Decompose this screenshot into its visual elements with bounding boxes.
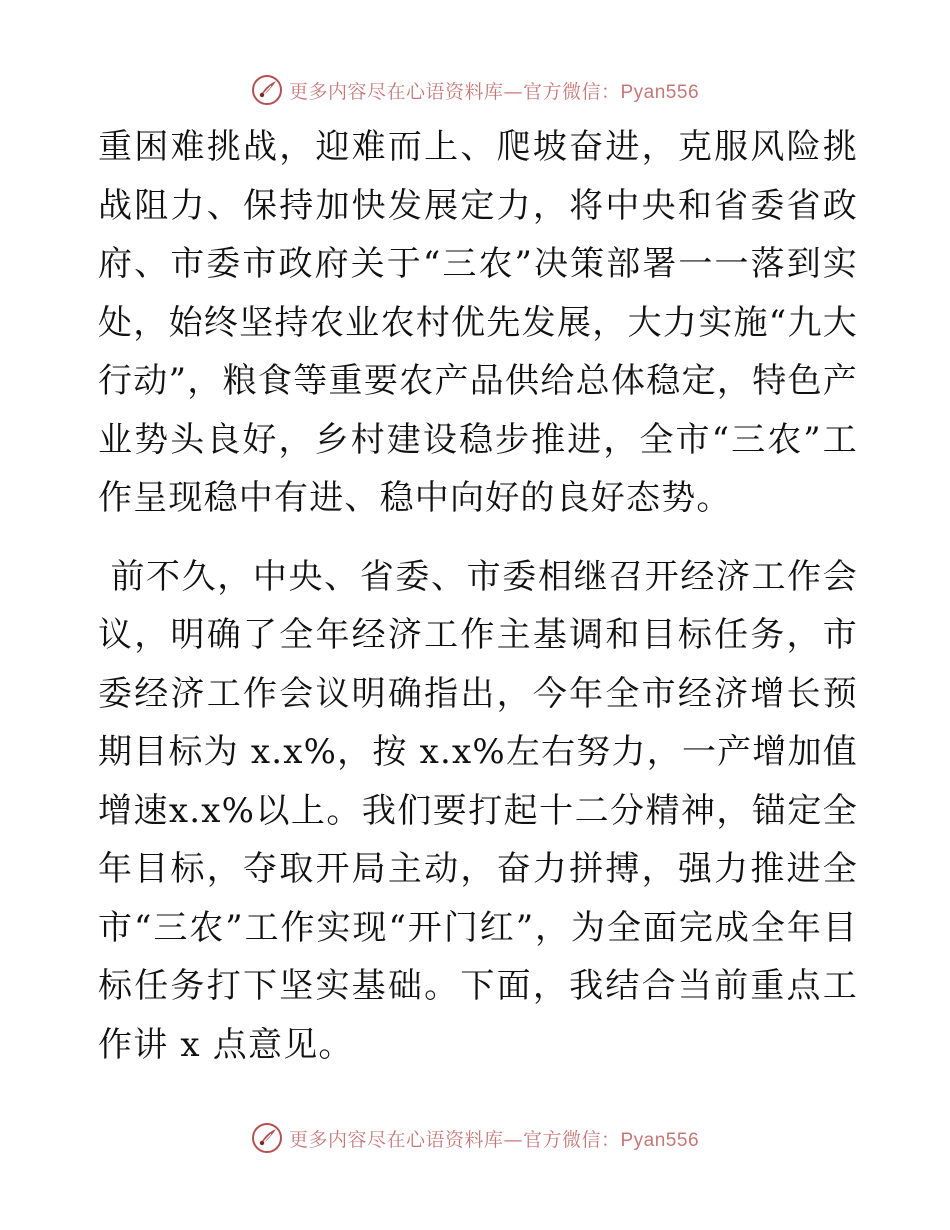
paragraph: 重困难挑战，迎难而上、爬坡奋进，克服风险挑战阻力、保持加快发展定力，将中央和省委省政府、市委市政府关于“三农”决策部署一一落到实处，始终坚持农业农村优先发展，大力实施“九大行动”，粮食等重要农产品供给总体稳定，特色产业势头良好，乡村建设稳步推进，全市“三农”工作呈现稳中有进、稳中向好的良好态势。	[98, 127, 858, 518]
document-body	[98, 118, 858, 1074]
header-watermark	[0, 70, 950, 110]
watermark-text: 更多内容尽在心语资料库—官方微信：Pyan556	[288, 1128, 700, 1151]
feather-pen-logo-icon	[251, 1122, 283, 1154]
wechat-id: Pyan556	[620, 81, 700, 103]
paragraph: 前不久，中央、省委、市委相继召开经济工作会议，明确了全年经济工作主基调和目标任务，市委经济工作会议明确指出，今年全市经济增长预期目标为 x.x%，按 x.x%左右努力，一产增加值增速x.x%以上。我们要打起十二分精神，锚定全年目标，夺取开局主动，奋力拼搏，强力推进全市“三农”工作实现“开门红”，为全面完成全年目标任务打下坚实基础。下面，我结合当前重点工作讲 x 点意见。	[98, 556, 858, 1065]
feather-pen-logo-icon	[251, 74, 283, 106]
wechat-id: Pyan556	[620, 1129, 700, 1151]
watermark-text: 更多内容尽在心语资料库—官方微信：Pyan556	[288, 80, 700, 103]
footer-watermark	[0, 1118, 950, 1158]
